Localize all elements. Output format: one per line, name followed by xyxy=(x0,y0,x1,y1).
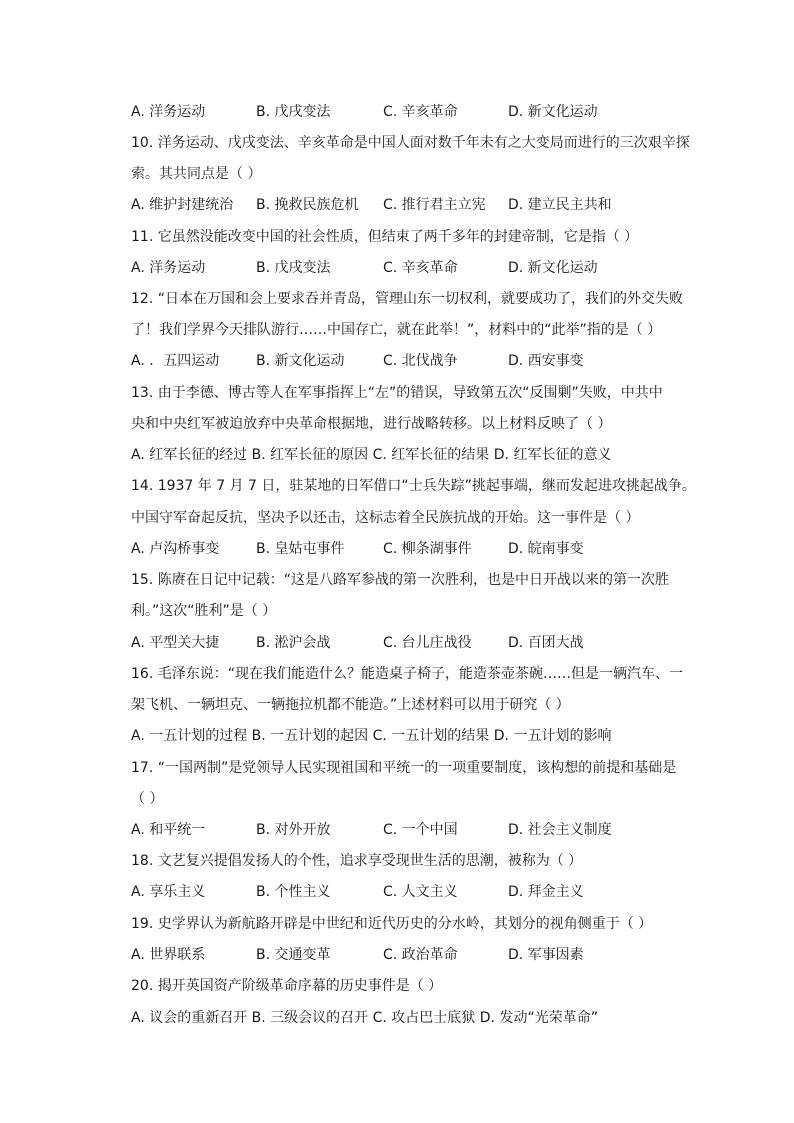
q12-option-b[interactable]: B. 新文化运动 xyxy=(256,353,345,369)
q14-option-d[interactable]: D. 皖南事变 xyxy=(508,541,584,557)
q15-stem-line2: 利。”这次“胜利”是（ ） xyxy=(131,603,277,619)
q14-option-c[interactable]: C. 柳条湖事件 xyxy=(383,541,472,557)
q17-stem-line1: 17. “一国两制”是党领导人民实现祖国和平统一的一项重要制度，该构想的前提和基础是 xyxy=(131,760,677,776)
q20-options[interactable]: A. 议会的重新召开 B. 三级会议的召开 C. 攻占巴士底狱 D. 发动“光荣革命” xyxy=(131,1010,598,1026)
q10-stem-line1: 10. 洋务运动、戊戌变法、辛亥革命是中国人面对数千年未有之大变局而进行的三次艰辛探 xyxy=(131,135,690,151)
q18-option-c[interactable]: C. 人文主义 xyxy=(383,884,458,900)
q17-stem-line2: （ ） xyxy=(131,791,164,807)
q17-option-b[interactable]: B. 对外开放 xyxy=(256,822,331,838)
q9-option-b[interactable]: B. 戊戌变法 xyxy=(256,104,331,120)
q19-option-a[interactable]: A. 世界联系 xyxy=(131,947,206,963)
q10-option-c[interactable]: C. 推行君主立宪 xyxy=(383,197,486,213)
q15-option-c[interactable]: C. 台儿庄战役 xyxy=(383,635,472,651)
q18-option-a[interactable]: A. 享乐主义 xyxy=(131,884,206,900)
q17-option-c[interactable]: C. 一个中国 xyxy=(383,822,458,838)
q19-option-d[interactable]: D. 军事因素 xyxy=(508,947,584,963)
q12-option-a[interactable]: A. ．五四运动 xyxy=(131,353,220,369)
q11-option-b[interactable]: B. 戊戌变法 xyxy=(256,260,331,276)
q14-stem-line1: 14. 1937 年 7 月 7 日，驻某地的日军借口“士兵失踪”挑起事端，继而发起进攻挑起战争。 xyxy=(131,478,696,494)
q14-stem-line2: 中国守军奋起反抗，坚决予以还击，这标志着全民族抗战的开始。这一事件是（ ） xyxy=(131,510,640,526)
q15-option-a[interactable]: A. 平型关大捷 xyxy=(131,635,220,651)
q15-stem-line1: 15. 陈赓在日记中记载：“这是八路军参战的第一次胜利，也是中日开战以来的第一次胜 xyxy=(131,572,669,588)
q19-option-c[interactable]: C. 政治革命 xyxy=(383,947,458,963)
q10-option-d[interactable]: D. 建立民主共和 xyxy=(508,197,612,213)
q16-options[interactable]: A. 一五计划的过程 B. 一五计划的起因 C. 一五计划的结果 D. 一五计划的影响 xyxy=(131,728,612,744)
q13-options[interactable]: A. 红军长征的经过 B. 红军长征的原因 C. 红军长征的结果 D. 红军长征的意义 xyxy=(131,447,612,463)
q18-option-b[interactable]: B. 个性主义 xyxy=(256,884,331,900)
q15-option-d[interactable]: D. 百团大战 xyxy=(508,635,584,651)
q20-stem: 20. 揭开英国资产阶级革命序幕的历史事件是（ ） xyxy=(131,978,443,994)
q12-stem-line1: 12. “日本在万国和会上要求吞并青岛，管理山东一切权利，就要成功了，我们的外交失败 xyxy=(131,291,683,307)
q15-option-b[interactable]: B. 淞沪会战 xyxy=(256,635,331,651)
q11-option-a[interactable]: A. 洋务运动 xyxy=(131,260,206,276)
q10-option-a[interactable]: A. 维护封建统治 xyxy=(131,197,234,213)
q13-stem-line2: 央和中央红军被迫放弃中央革命根据地，进行战略转移。以上材料反映了（ ） xyxy=(131,416,612,432)
q19-stem: 19. 史学界认为新航路开辟是中世纪和近代历史的分水岭，其划分的视角侧重于（ ） xyxy=(131,916,653,932)
q11-option-d[interactable]: D. 新文化运动 xyxy=(508,260,598,276)
q9-option-c[interactable]: C. 辛亥革命 xyxy=(383,104,458,120)
q9-option-d[interactable]: D. 新文化运动 xyxy=(508,104,598,120)
q16-stem-line2: 架飞机、一辆坦克、一辆拖拉机都不能造。”上述材料可以用于研究（ ） xyxy=(131,697,570,713)
q16-stem-line1: 16. 毛泽东说：“现在我们能造什么？能造桌子椅子，能造茶壶茶碗……但是一辆汽车、一 xyxy=(131,666,683,682)
q11-stem: 11. 它虽然没能改变中国的社会性质，但结束了两千多年的封建帝制，它是指（ ） xyxy=(131,229,639,245)
q13-stem-line1: 13. 由于李德、博古等人在军事指挥上“左”的错误，导致第五次“反围剿”失败，中共中 xyxy=(131,385,663,401)
q17-option-a[interactable]: A. 和平统一 xyxy=(131,822,206,838)
q14-option-a[interactable]: A. 卢沟桥事变 xyxy=(131,541,220,557)
q10-stem-line2: 索。其共同点是（ ） xyxy=(131,166,262,182)
q18-option-d[interactable]: D. 拜金主义 xyxy=(508,884,584,900)
q9-option-a[interactable]: A. 洋务运动 xyxy=(131,104,206,120)
q12-option-c[interactable]: C. 北伐战争 xyxy=(383,353,458,369)
q10-option-b[interactable]: B. 挽救民族危机 xyxy=(256,197,359,213)
q12-option-d[interactable]: D. 西安事变 xyxy=(508,353,584,369)
q19-option-b[interactable]: B. 交通变革 xyxy=(256,947,331,963)
q18-stem: 18. 文艺复兴提倡发扬人的个性，追求享受现世生活的思潮，被称为（ ） xyxy=(131,853,583,869)
q14-option-b[interactable]: B. 皇姑屯事件 xyxy=(256,541,345,557)
q11-option-c[interactable]: C. 辛亥革命 xyxy=(383,260,458,276)
q12-stem-line2: 了！我们学界今天排队游行……中国存亡，就在此举！”，材料中的“此举”指的是（ ） xyxy=(131,322,662,338)
q17-option-d[interactable]: D. 社会主义制度 xyxy=(508,822,612,838)
